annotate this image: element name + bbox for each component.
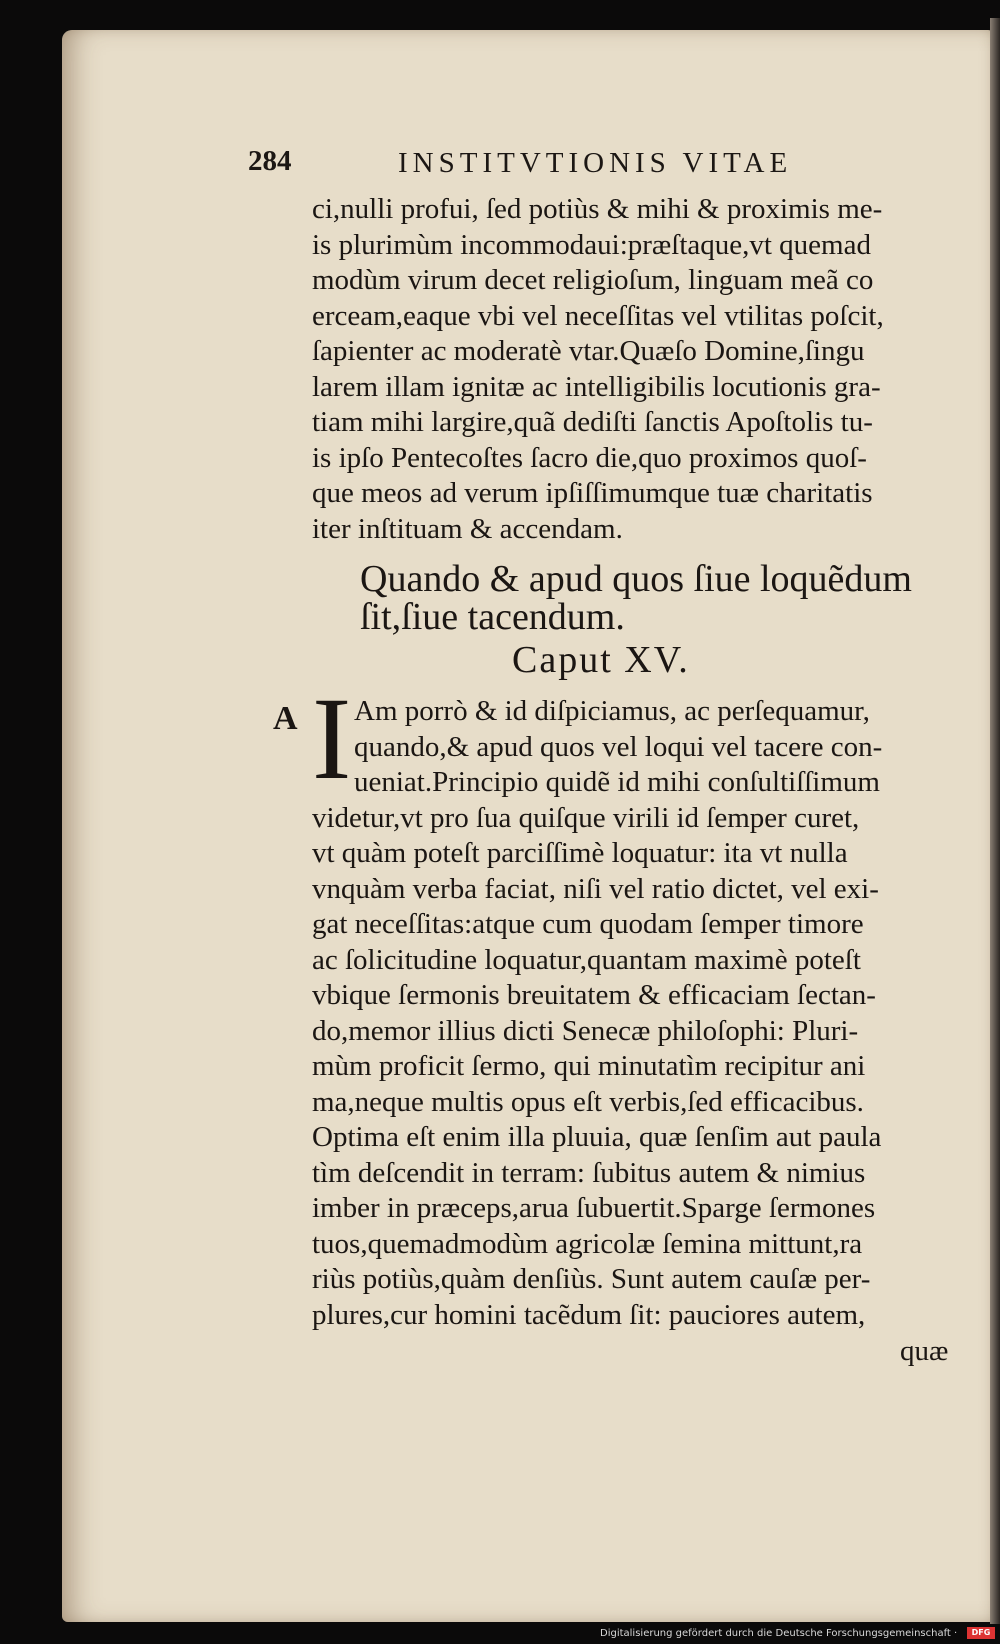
text-line: is plurimùm incommodaui:præſtaque,vt quemad (312, 228, 871, 261)
text-line: gat neceſſitas:atque cum quodam ſemper timore (312, 908, 864, 940)
chapter-heading (360, 560, 960, 636)
text-line: ma,neque multis opus eſt verbis,ſed efficacibus. (312, 1085, 864, 1118)
text-line: ſapienter ac moderatè vtar.Quæſo Domine,ſingu (312, 335, 865, 367)
running-head: INSTITVTIONIS VITAE (398, 147, 793, 179)
margin-letter: A (273, 700, 298, 737)
text-line: erceam,eaque vbi vel neceſſitas vel vtilitas poſcit, (312, 299, 884, 332)
text-line: ueniat.Principio quidẽ id mihi conſultiſſimum (354, 766, 880, 798)
text-line: vnquàm verba faciat, niſi vel ratio dictet, vel exi- (312, 872, 879, 905)
drop-initial: I (312, 673, 352, 804)
heading-line: Quando & apud quos ſiue loquẽdum (360, 558, 912, 600)
text-line: iter inſtituam & accendam. (312, 512, 623, 545)
text-line: ac ſolicitudine loquatur,quantam maximè poteſt (312, 943, 861, 976)
text-line: Optima eſt enim illa pluuia, quæ ſenſim aut paula (312, 1121, 882, 1153)
text-line: tiam mihi largire,quã dediſti ſanctis Apoſtolis tu- (312, 406, 873, 438)
text-line: que meos ad verum ipſiſſimumque tuæ charitatis (312, 477, 873, 509)
text-line: ci,nulli profui, ſed potiùs & mihi & proximis me- (312, 193, 883, 225)
text-line: riùs potiùs,quàm denſiùs. Sunt autem cauſæ per- (312, 1263, 871, 1295)
text-line: Am porrò & id diſpiciamus, ac perſequamur, (354, 695, 870, 727)
text-line: larem illam ignitæ ac intelligibilis locutionis gra- (312, 370, 881, 403)
text-line: mùm proficit ſermo, qui minutatìm recipitur ani (312, 1050, 866, 1082)
text-line: do,memor illius dicti Senecæ philoſophi: Pluri- (312, 1014, 859, 1047)
paragraph-continued (312, 192, 962, 547)
text-line: quando,& apud quos vel loqui vel tacere con- (354, 730, 883, 763)
text-line: plures,cur homini tacẽdum ſit: pauciores autem, (312, 1298, 866, 1331)
text-line: tuos,quemadmodùm agricolæ ſemina mittunt,ra (312, 1227, 863, 1260)
text-line: tìm deſcendit in terram: ſubitus autem & nimius (312, 1156, 866, 1189)
text-line: videtur,vt pro ſua quiſque virili id ſemper curet, (312, 801, 860, 834)
dfg-logo: DFG (967, 1627, 995, 1639)
page-number: 284 (248, 145, 292, 177)
text-line: modùm virum decet religioſum, linguam meã co (312, 264, 874, 296)
text-line: vbique ſermonis breuitatem & efficaciam ſectan- (312, 979, 876, 1011)
text-line: imber in præceps,arua ſubuertit.Sparge ſermones (312, 1192, 876, 1224)
digitization-credit: Digitalisierung gefördert durch die Deutsche Forschungsgemeinschaft · (600, 1628, 958, 1639)
page-edge (990, 18, 1000, 1624)
catchword: quæ (900, 1335, 949, 1367)
heading-line: ſit,ſiue tacendum. (360, 596, 625, 638)
chapter-paragraph (312, 694, 962, 1333)
page-header (248, 145, 878, 185)
text-line: is ipſo Pentecoſtes ſacro die,quo proximos quoſ- (312, 441, 867, 474)
text-line: vt quàm poteſt parciſſimè loquatur: ita vt nulla (312, 837, 848, 869)
chapter-number: Caput XV. (512, 639, 690, 681)
